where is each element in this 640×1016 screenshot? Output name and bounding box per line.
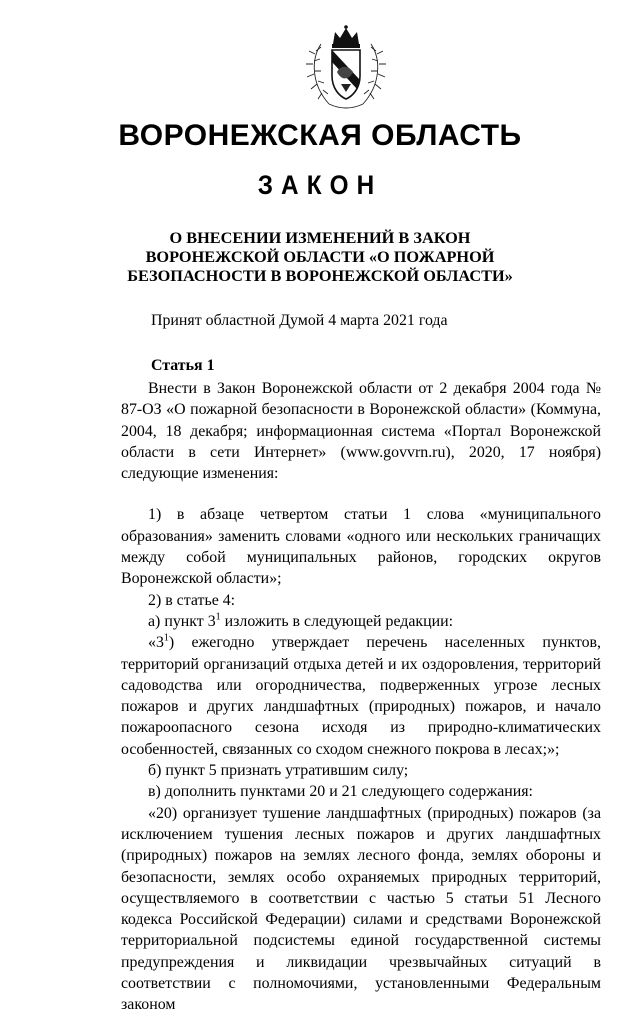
- voronezh-coat-of-arms-icon: [301, 24, 391, 112]
- region-title: ВОРОНЕЖСКАЯ ОБЛАСТЬ: [118, 119, 522, 152]
- text-fragment: изложить в следующей редакции:: [220, 612, 454, 630]
- paragraph: «20) организует тушение ландшафтных (природных) пожаров (за исключением тушения лесных пожаров и других ландшафтных (природных) пожаров на землях лесного фонда, землях обороны и безопасности, землях особо охраняемых природных территорий, осуществляемого в соответствии с частью 5 статьи 51 Лесного кодекса Российской Федерации) силами и средствами Воронежской территориальной подсистемы единой государственной системы предупреждения и ликвидации чрезвычайных ситуаций в соответствии с полномочиями, установленными Федеральным законом: [121, 804, 601, 1014]
- adoption-date: Принят областной Думой 4 марта 2021 года: [151, 312, 448, 329]
- subtitle-line: О ВНЕСЕНИИ ИЗМЕНЕНИЙ В ЗАКОН: [169, 228, 471, 247]
- paragraph: б) пункт 5 признать утратившим силу;: [148, 762, 409, 780]
- text-fragment: ) ежегодно утверждает перечень населенных пунктов, территорий организаций отдыха детей и их оздоровления, территорий садоводства или огородничества, подверженных угрозе лесных пожаров и других ландшафтных (природных) пожаров, и начало пожароопасного сезона исходя из природно-климатических особенностей, связанных со сходом снежного покрова в лесах;»;: [121, 634, 601, 758]
- superscript: 1: [163, 632, 169, 644]
- article-intro: Внести в Закон Воронежской области от 2 декабря 2004 года № 87-ОЗ «О пожарной безопасности в Воронежской области» (Коммуна, 2004, 18 декабря; информационная система «Портал Воронежской области в сети Интернет» (www.govvrn.ru), 2020, 17 ноября) следующие изменения:: [121, 380, 601, 483]
- text-fragment: «3: [148, 634, 164, 652]
- article-body: [121, 378, 601, 1016]
- paragraph: 2) в статье 4:: [148, 591, 236, 609]
- document-type: ЗАКОН: [257, 170, 383, 200]
- subtitle-line: БЕЗОПАСНОСТИ В ВОРОНЕЖСКОЙ ОБЛАСТИ»: [127, 266, 513, 285]
- paragraph: [121, 611, 601, 632]
- subtitle-line: ВОРОНЕЖСКОЙ ОБЛАСТИ «О ПОЖАРНОЙ: [145, 247, 495, 266]
- superscript: 1: [215, 611, 221, 623]
- paragraph: в) дополнить пунктами 20 и 21 следующего содержания:: [148, 783, 533, 801]
- paragraph: [121, 632, 601, 760]
- text-fragment: а) пункт 3: [148, 612, 216, 630]
- law-subtitle: [120, 228, 520, 285]
- paragraph: 1) в абзаце четвертом статьи 1 слова «муниципального образования» заменить словами «одного или нескольких граничащих между собой муниципальных районов, городских округов Воронежской области»;: [121, 506, 601, 588]
- article-title: Статья 1: [151, 357, 215, 374]
